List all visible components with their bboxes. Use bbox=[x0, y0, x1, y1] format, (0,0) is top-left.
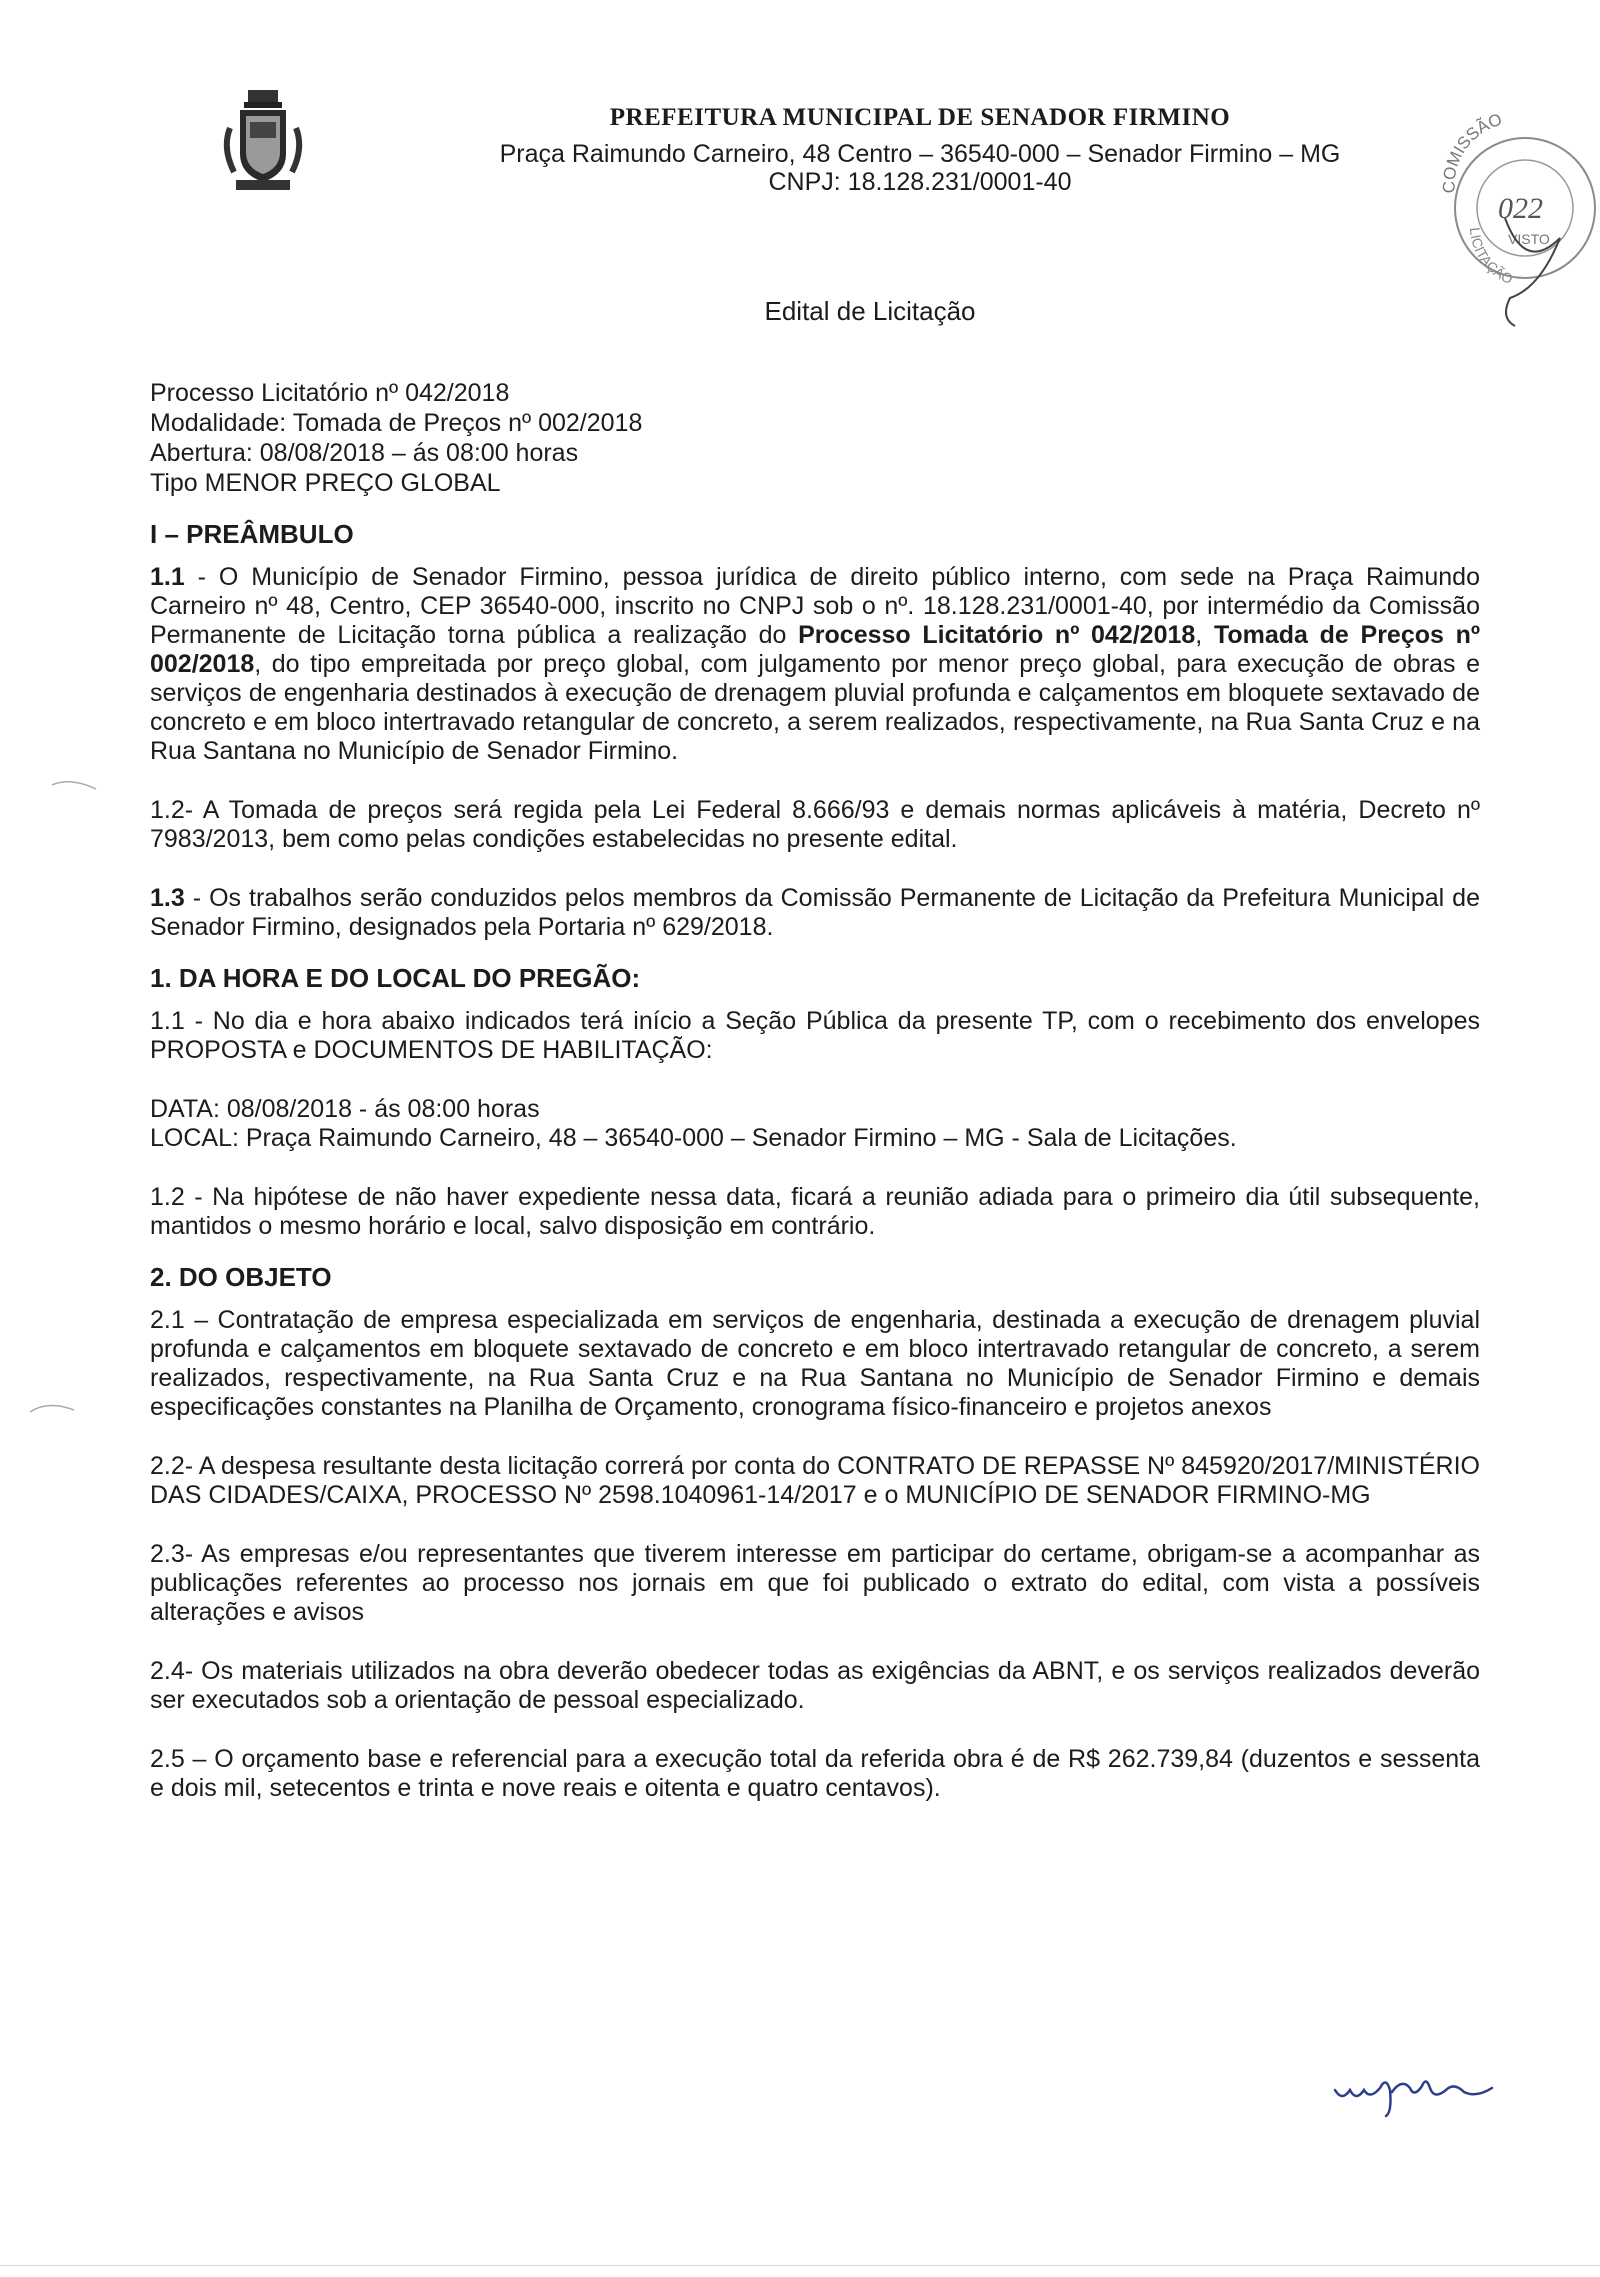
page-bottom-edge bbox=[0, 2265, 1600, 2266]
session-location: LOCAL: Praça Raimundo Carneiro, 48 – 36540-000 – Senador Firmino – MG - Sala de Licitações. bbox=[150, 1124, 1237, 1152]
stamp-top-text: COMISSÃO bbox=[1439, 109, 1505, 194]
commission-stamp bbox=[1430, 98, 1600, 328]
process-meta bbox=[150, 378, 1480, 498]
paragraph-2-3: 2.3- As empresas e/ou representantes que tiverem interesse em participar do certame, obrigam-se a acompanhar as publicações referentes ao processo nos jornais em que foi publicado o extrato do edital, com vista a possíveis alterações e avisos bbox=[150, 1540, 1480, 1626]
section-heading-preambulo: I – PREÂMBULO bbox=[150, 519, 354, 549]
paragraph-number: 1.1 bbox=[150, 563, 185, 591]
stamp-visto: VISTO bbox=[1508, 231, 1550, 247]
paragraph-hora-1-1: 1.1 - No dia e hora abaixo indicados terá início a Seção Pública da presente TP, com o recebimento dos envelopes PROPOSTA e DOCUMENTOS DE HABILITAÇÃO: bbox=[150, 1007, 1480, 1064]
paragraph-hora-1-2: 1.2 - Na hipótese de não haver expediente nessa data, ficará a reunião adiada para o primeiro dia útil subsequente, mantidos o mesmo horário e local, salvo disposição em contrário. bbox=[150, 1183, 1480, 1240]
type: Tipo MENOR PREÇO GLOBAL bbox=[150, 469, 501, 497]
stamp-bottom-text: LICITAÇÃO bbox=[1466, 226, 1516, 288]
opening-date: Abertura: 08/08/2018 – ás 08:00 horas bbox=[150, 439, 579, 467]
header-title: PREFEITURA MUNICIPAL DE SENADOR FIRMINO bbox=[609, 104, 1231, 131]
section-heading-hora-local: 1. DA HORA E DO LOCAL DO PREGÃO: bbox=[150, 963, 641, 993]
paragraph-1-1: 1.1 - O Município de Senador Firmino, pessoa jurídica de direito público interno, com sede na Praça Raimundo Carneiro nº 48, Centro, CEP 36540-000, inscrito no CNPJ sob o nº. 18.128.231/0001-40, por intermédio da Comissão Permanente de Licitação torna pública a realização do Processo Licitatório nº 042/2018, Tomada de Preços nº 002/2018, do tipo empreitada por preço global, com julgamento por menor preço global, para execução de obras e serviços de engenharia destinados à execução de drenagem pluvial profunda e calçamentos em bloquete sextavado de concreto e em bloco intertravado retangular de concreto, a serem realizados, respectivamente, na Rua Santa Cruz e na Rua Santana no Município de Senador Firmino. bbox=[150, 563, 1481, 765]
paragraph-2-2: 2.2- A despesa resultante desta licitação correrá por conta do CONTRATO DE REPASSE Nº 845920/2017/MINISTÉRIO DAS CIDADES/CAIXA, PROCESSO Nº 2598.1040961-14/2017 e o MUNICÍPIO DE SENADOR FIRMINO-MG bbox=[150, 1452, 1480, 1509]
header-address: Praça Raimundo Carneiro, 48 Centro – 36540-000 – Senador Firmino – MG bbox=[499, 140, 1341, 168]
section-heading-objeto: 2. DO OBJETO bbox=[150, 1262, 332, 1292]
session-date: DATA: 08/08/2018 - ás 08:00 horas bbox=[150, 1095, 540, 1123]
municipal-crest-icon bbox=[218, 88, 308, 198]
margin-mark-icon bbox=[28, 1398, 78, 1418]
header-cnpj: CNPJ: 18.128.231/0001-40 bbox=[768, 168, 1072, 196]
session-info bbox=[150, 1095, 1480, 1153]
rubric-signature-icon bbox=[1330, 2068, 1500, 2118]
paragraph-2-5: 2.5 – O orçamento base e referencial para a execução total da referida obra é de R$ 262.739,84 (duzentos e sessenta e dois mil, setecentos e trinta e nove reais e oitenta e quatro centavos). bbox=[150, 1745, 1480, 1802]
paragraph-2-4: 2.4- Os materiais utilizados na obra deverão obedecer todas as exigências da ABNT, e os serviços realizados deverão ser executados sob a orientação de pessoal especializado. bbox=[150, 1657, 1480, 1714]
process-number: Processo Licitatório nº 042/2018 bbox=[150, 379, 510, 407]
document-body bbox=[150, 378, 1480, 1803]
margin-mark-icon bbox=[50, 775, 100, 795]
modality: Modalidade: Tomada de Preços nº 002/2018 bbox=[150, 409, 643, 437]
paragraph-1-3: 1.3 - Os trabalhos serão conduzidos pelos membros da Comissão Permanente de Licitação da Prefeitura Municipal de Senador Firmino, designados pela Portaria nº 629/2018. bbox=[150, 884, 1480, 941]
paragraph-2-1: 2.1 – Contratação de empresa especializada em serviços de engenharia, destinada a execução de drenagem pluvial profunda e calçamentos em bloquete sextavado de concreto e em bloco intertravado retangular de concreto, a serem realizados, respectivamente, na Rua Santa Cruz e na Rua Santana no Município de Senador Firmino e demais especificações constantes na Planilha de Orçamento, cronograma físico-financeiro e projetos anexos bbox=[150, 1306, 1480, 1421]
document-title: Edital de Licitação bbox=[764, 296, 976, 326]
paragraph-1-2: 1.2- A Tomada de preços será regida pela Lei Federal 8.666/93 e demais normas aplicáveis à matéria, Decreto nº 7983/2013, bem como pelas condições estabelecidas no presente edital. bbox=[150, 796, 1480, 853]
stamp-number: 022 bbox=[1498, 192, 1543, 225]
